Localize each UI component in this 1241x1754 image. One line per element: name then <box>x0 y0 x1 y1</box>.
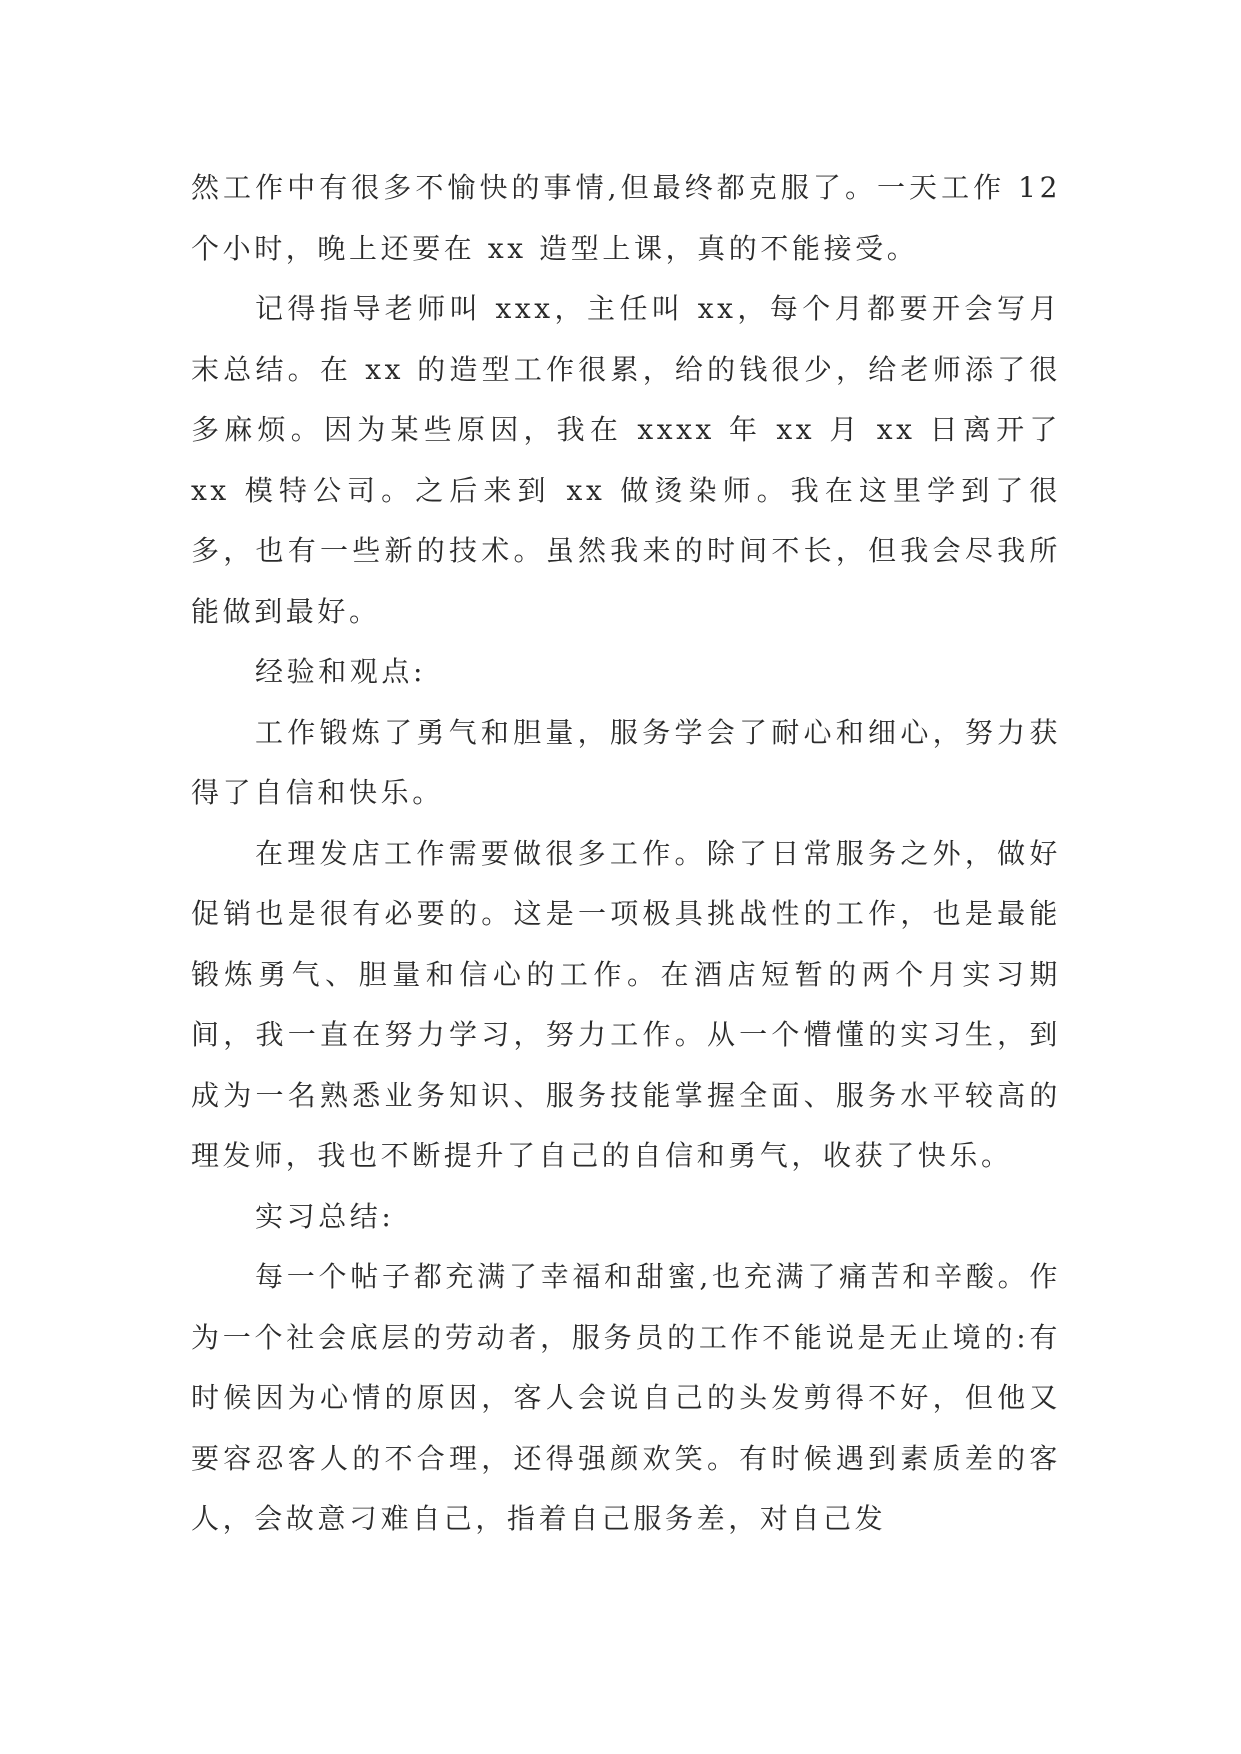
paragraph-5: 每一个帖子都充满了幸福和甜蜜,也充满了痛苦和辛酸。作为一个社会底层的劳动者，服务员的工作不能说是无止境的:有时候因为心情的原因，客人会说自己的头发剪得不好，但他又要容忍客人的不合理，还得强颜欢笑。有时候遇到素质差的客人，会故意刁难自己，指着自己服务差，对自己发 <box>191 1260 1061 1535</box>
paragraph-4: 在理发店工作需要做很多工作。除了日常服务之外，做好促销也是很有必要的。这是一项极具挑战性的工作，也是最能锻炼勇气、胆量和信心的工作。在酒店短暂的两个月实习期间，我一直在努力学习，努力工作。从一个懵懂的实习生，到成为一名熟悉业务知识、服务技能掌握全面、服务水平较高的理发师，我也不断提升了自己的自信和勇气，收获了快乐。 <box>191 836 1061 1172</box>
document-body <box>191 158 1061 1550</box>
paragraph-2: 记得指导老师叫 xxx，主任叫 xx，每个月都要开会写月末总结。在 xx 的造型工作很累，给的钱很少，给老师添了很多麻烦。因为某些原因，我在 xxxx 年 xx 月 xx 日离开了 xx 模特公司。之后来到 xx 做烫染师。我在这里学到了很多，也有一些新的技术。虽然我来的时间不长，但我会尽我所能做到最好。 <box>191 292 1061 628</box>
section-heading-summary: 实习总结: <box>255 1199 395 1233</box>
section-heading-experience: 经验和观点: <box>255 655 427 688</box>
paragraph-3: 工作锻炼了勇气和胆量，服务学会了耐心和细心，努力获得了自信和快乐。 <box>191 715 1061 809</box>
paragraph-1: 然工作中有很多不愉快的事情,但最终都克服了。一天工作 12 个小时，晚上还要在 xx 造型上课，真的不能接受。 <box>191 171 1061 265</box>
